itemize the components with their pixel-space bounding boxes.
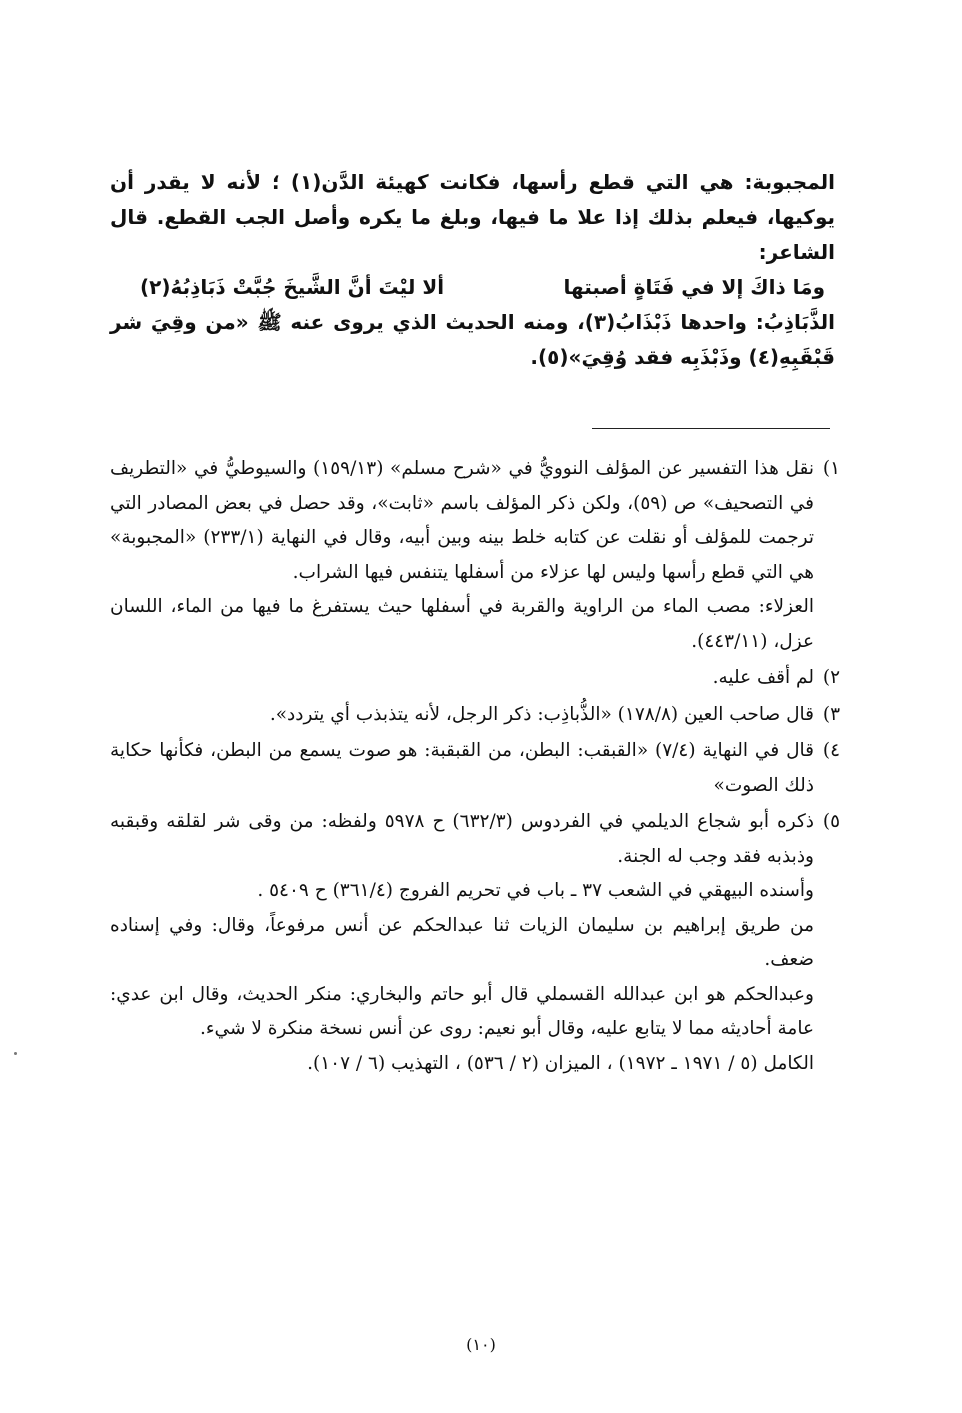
footnote-paragraph: وعبدالحكم هو ابن عبدالله القسملي قال أبو حاتم والبخاري: منكر الحديث، وقال ابن عدي: عامة أحاديثه مما لا يتابع عليه، وقال أبو نعيم: روى عن أنس نسخة منكرة لا شيء. [110, 983, 814, 1039]
scan-speck [14, 1052, 17, 1055]
verse-second-hemistich: ألا ليْتَ أنَّ الشَّيخَ جُبَّتْ ذَبَاذِبُهُ(٢) [140, 275, 445, 299]
footnote-paragraph: من طريق إبراهيم بن سليمان الزيات ثنا عبدالحكم عن أنس مرفوعاً، وقال: وفي إسناده ضعف. [110, 914, 814, 970]
footnote-4 [110, 734, 840, 803]
footnote-paragraph: وأسنده البيهقي في الشعب ٣٧ ـ باب في تحريم الفروج (٣٦١/٤) ح ٥٤٠٩ . [257, 880, 814, 901]
poetry-verse [110, 270, 835, 305]
footnote-body [110, 805, 814, 1081]
footnote-paragraph: ذكره أبو شجاع الديلمي في الفردوس (٦٣٢/٣) ح ٥٩٧٨ ولفظه: من وقى شر لقلقه وقبقبه وذبذبه فقد وجب له الجنة. [110, 811, 814, 867]
footnote-number: ٤) [822, 740, 840, 761]
footnote-3 [110, 698, 840, 733]
main-paragraph: المجبوبة: هي التي قطع رأسها، فكانت كهيئة الدَّن(١) ؛ لأنه لا يقدر أن يوكيها، فيعلم بذلك إذا علا ما فيها، وبلغ ما يكره وأصل الجب القطع. قال الشاعر: [110, 170, 835, 264]
footnote-5 [110, 805, 840, 1081]
footnote-2 [110, 661, 840, 696]
footnote-number: ٢) [822, 667, 840, 688]
footnote-paragraph: قال في النهاية (٧/٤) «القبقب: البطن، من القبقبة: هو صوت يسمع من البطن، فكأنها حكاية ذلك الصوت» [110, 740, 814, 796]
footnote-paragraph: نقل هذا التفسير عن المؤلف النوويُّ في «شرح مسلم» (١٥٩/١٣) والسيوطيُّ في «التطريف في التصحيف» ص (٥٩)، ولكن ذكر المؤلف باسم «ثابت»، وقد حصل في بعض المصادر التي ترجمت للمؤلف أو نقلت عن كتابه خلط بينه وبين أبيه، وقال في النهاية (٢٣٣/١) «المجبوبة» هي التي قطع رأسها وليس لها عزلاء من أسفلها يتنفس فيها الشراب. [110, 458, 815, 583]
footnote-body [110, 661, 814, 696]
footnote-body [110, 698, 814, 733]
footnote-separator [592, 428, 830, 429]
footnote-body [110, 452, 814, 659]
main-text [110, 165, 835, 375]
footnote-paragraph: العزلاء: مصب الماء من الراوية والقربة في أسفلها حيث يستفرغ ما فيها من الماء، اللسان عزل، (٤٤٣/١١). [110, 596, 814, 652]
footnote-paragraph: قال صاحب العين (١٧٨/٨) «الذُّباذِب: ذكر الرجل، لأنه يتذبذب أي يتردد». [269, 703, 814, 725]
footnote-number: ١) [822, 458, 840, 479]
footnote-1 [110, 452, 840, 659]
footnote-paragraph: الكامل (٥ / ١٩٧١ ـ ١٩٧٢) ، الميزان (٢ / ٥٣٦) ، التهذيب (٦ / ١٠٧). [307, 1052, 814, 1074]
footnotes [110, 452, 840, 1083]
main-paragraph: الذَّبَاذِبُ: واحدها ذَبْذَابُ(٣)، ومنه الحديث الذي يروى عنه ﷺ «من وقِيَ شر قَبْقَبِهِ(٤) وذَبْذَبِه فقد وُقِيَ»(٥). [110, 310, 835, 369]
verse-first-hemistich: ومَا ذاكَ إلا في فَتَاةٍ أصبتها [563, 275, 825, 299]
footnote-number: ٥) [822, 811, 840, 832]
footnote-body [110, 734, 814, 803]
page-number: (١٠) [466, 1335, 496, 1354]
footnote-number: ٣) [822, 703, 840, 725]
footnote-paragraph: لم أقف عليه. [712, 667, 814, 688]
